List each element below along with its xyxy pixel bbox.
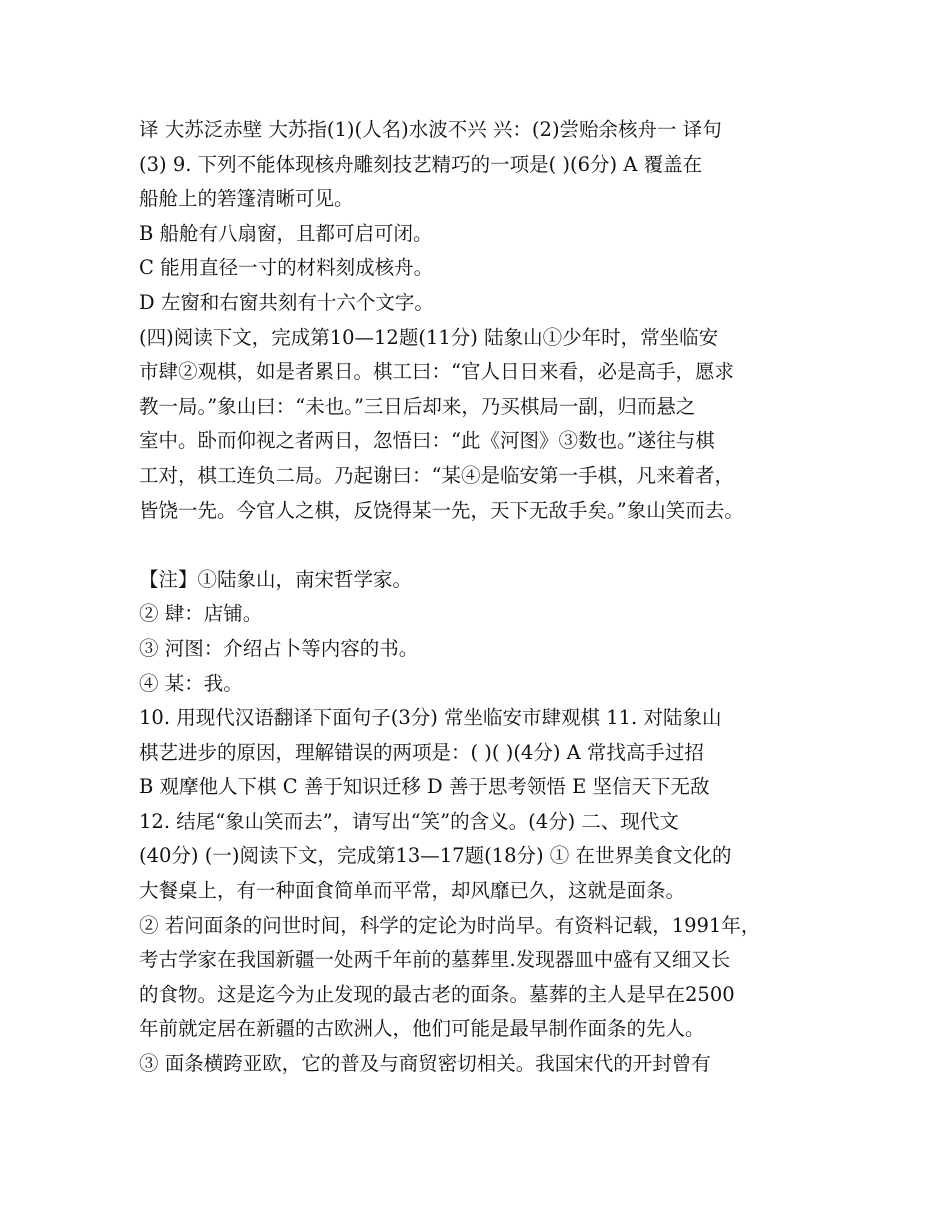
text-line: (40分) (一)阅读下文，完成第13—17题(18分) ① 在世界美食文化的 [139,844,732,868]
note-line: 【注】①陆象山，南宋哲学家。 [139,567,413,591]
text-line: 市肆②观棋，如是者累日。棋工曰：“官人日日来看，必是高手，愿求 [139,360,734,384]
text-line: 船舱上的箬篷清晰可见。 [139,187,354,211]
note-line: ③ 河图：介绍占卜等内容的书。 [139,636,419,660]
text-line: 10. 用现代汉语翻译下面句子(3分) 常坐临安市肆观棋 11. 对陆象山 [139,706,722,730]
text-line: 译 大苏泛赤壁 大苏指(1)(人名)水波不兴 兴：(2)尝贻余核舟一 译句 [139,118,722,141]
text-line: 大餐桌上，有一种面食简单而平常，却风靡已久，这就是面条。 [139,879,686,903]
text-line: 考古学家在我国新疆一处两千年前的墓葬里.发现器皿中盛有又细又长 [139,948,731,972]
text-line: ② 若问面条的问世时间，科学的定论为时尚早。有资料记载，1991年， [139,913,761,937]
text-line: 年前就定居在新疆的古欧洲人，他们可能是最早制作面条的先人。 [139,1017,705,1041]
text-line: B 观摩他人下棋 C 善于知识迁移 D 善于思考领悟 E 坚信天下无敌 [139,775,710,799]
text-line: 工对，棋工连负二局。乃起谢曰：“某④是临安第一手棋，凡来着者， [139,463,734,487]
note-line: ④ 某：我。 [139,671,243,695]
option-line: B 船舱有八扇窗，且都可启可闭。 [139,221,433,245]
option-line: D 左窗和右窗共刻有十六个文字。 [139,290,434,314]
note-line: ② 肆：店铺。 [139,602,263,626]
text-line: 皆饶一先。今官人之棋，反饶得某一先，天下无敌手矣。”象山笑而去。 [139,498,744,522]
text-line: (3) 9. 下列不能体现核舟雕刻技艺精巧的一项是( )(6分) A 覆盖在 [139,152,703,176]
text-line: 教一局。”象山曰：“未也。”三日后却来，乃买棋局一副，归而悬之 [139,394,696,418]
text-line: 的食物。这是迄今为止发现的最古老的面条。墓葬的主人是早在2500 [139,982,735,1006]
text-line: 12. 结尾“象山笑而去”，请写出“笑”的含义。(4分) 二、现代文 [139,809,679,833]
option-line: C 能用直径一寸的材料刻成核舟。 [139,256,434,280]
text-line: ③ 面条横跨亚欧，它的普及与商贸密切相关。我国宋代的开封曾有 [139,1052,711,1076]
paragraph-gap [139,528,839,563]
document-body [139,113,839,1082]
text-line: 棋艺进步的原因，理解错误的两项是：( )( )(4分) A 常找高手过招 [139,740,704,764]
text-line: 室中。卧而仰视之者两日，忽悟曰：“此《河图》③数也。”遂往与棋 [139,429,715,453]
text-line: (四)阅读下文，完成第10—12题(11分) 陆象山①少年时，常坐临安 [139,325,719,349]
